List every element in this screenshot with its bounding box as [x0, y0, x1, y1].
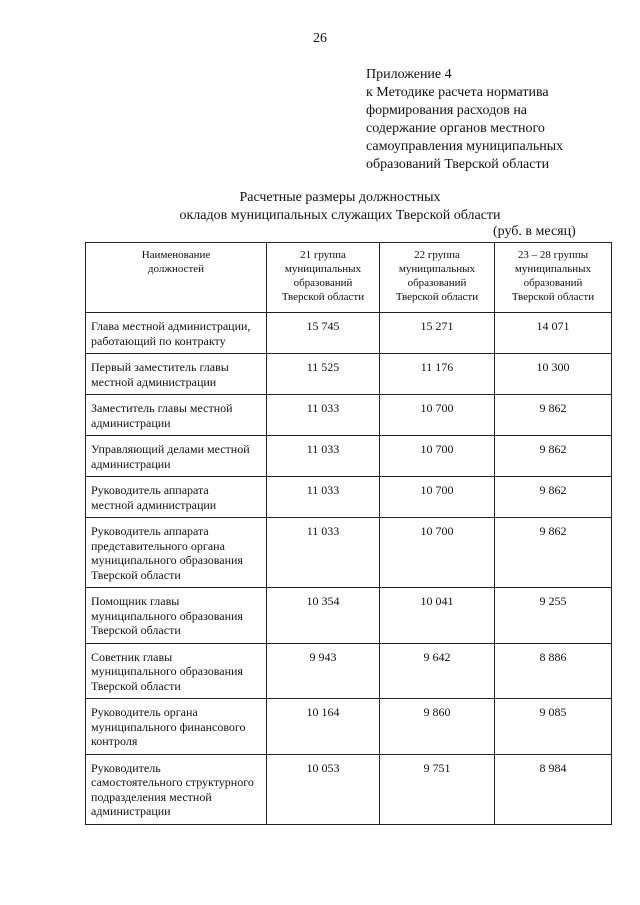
position-name-cell	[86, 754, 267, 824]
salary-cell-group-1: 15 745	[267, 313, 380, 354]
salary-cell-group-2: 11 176	[380, 354, 495, 395]
position-name-line: самостоятельного структурного	[91, 775, 254, 789]
header-group-1	[267, 243, 380, 313]
position-name-cell	[86, 313, 267, 354]
position-name-line: Помощник главы	[91, 594, 180, 608]
appendix-line: самоуправления муниципальных	[366, 139, 564, 154]
position-name-line: Управляющий делами местной	[91, 442, 250, 456]
table-body	[86, 313, 612, 825]
header-line: муниципальных	[398, 263, 476, 275]
table-row	[86, 588, 612, 644]
salary-cell-group-1: 11 033	[267, 518, 380, 588]
header-group-2	[380, 243, 495, 313]
salary-cell-group-3: 9 862	[495, 436, 612, 477]
salary-cell-group-3: 9 862	[495, 477, 612, 518]
table-row	[86, 477, 612, 518]
salary-table	[85, 242, 612, 825]
salary-cell-group-1: 9 943	[267, 643, 380, 699]
position-name-line: Советник главы	[91, 649, 173, 664]
position-name-line: Руководитель органа	[91, 705, 198, 719]
header-line: муниципальных	[284, 263, 362, 275]
appendix-line: формирования расходов на	[366, 103, 528, 118]
title-line: окладов муниципальных служащих Тверской области	[179, 208, 501, 223]
position-name-cell	[86, 477, 267, 518]
position-name-line: местной администрации	[91, 497, 217, 512]
title-line: Расчетные размеры должностных	[239, 190, 441, 205]
appendix-line: к Методике расчета норматива	[366, 85, 549, 100]
salary-cell-group-3: 9 862	[495, 395, 612, 436]
position-name-cell	[86, 699, 267, 755]
header-line: образований	[407, 277, 467, 289]
salary-cell-group-2: 9 751	[380, 754, 495, 824]
position-name-line: Тверской области	[91, 623, 181, 637]
salary-cell-group-2: 15 271	[380, 313, 495, 354]
header-line: Тверской области	[395, 291, 479, 303]
position-name-line: контроля	[91, 734, 138, 748]
position-name-line: муниципального образования	[91, 664, 243, 678]
position-name-line: подразделения местной	[91, 789, 212, 804]
table-row	[86, 395, 612, 436]
header-line: 23 – 28 группы	[517, 249, 589, 261]
position-name-line: Заместитель главы местной	[91, 401, 233, 415]
table-row	[86, 754, 612, 824]
salary-cell-group-3: 14 071	[495, 313, 612, 354]
salary-cell-group-3: 8 886	[495, 643, 612, 699]
salary-cell-group-1: 11 033	[267, 436, 380, 477]
header-line: 21 группа	[300, 249, 346, 261]
appendix-line: Приложение 4	[366, 67, 452, 82]
header-line: образований	[293, 277, 353, 289]
salary-cell-group-1: 11 033	[267, 477, 380, 518]
position-name-line: Тверской области	[91, 678, 181, 693]
position-name-line: Руководитель аппарата	[91, 483, 209, 497]
position-name-line: муниципального финансового	[91, 719, 246, 734]
salary-cell-group-2: 9 860	[380, 699, 495, 755]
position-name-line: представительного органа	[91, 538, 225, 553]
salary-cell-group-3: 9 255	[495, 588, 612, 644]
document-title	[0, 189, 640, 225]
salary-cell-group-2: 10 700	[380, 395, 495, 436]
header-line: Тверской области	[511, 291, 595, 303]
position-name-line: местной администрации	[91, 374, 217, 389]
header-group-3	[495, 243, 612, 313]
header-line: образований	[523, 277, 583, 289]
salary-cell-group-1: 11 033	[267, 395, 380, 436]
table-row	[86, 518, 612, 588]
salary-cell-group-3: 10 300	[495, 354, 612, 395]
position-name-line: администрации	[91, 415, 171, 430]
table-header-row	[86, 243, 612, 313]
appendix-line: образований Тверской области	[366, 157, 550, 172]
salary-cell-group-2: 10 700	[380, 436, 495, 477]
position-name-line: Руководитель аппарата	[91, 524, 209, 538]
salary-cell-group-2: 9 642	[380, 643, 495, 699]
position-name-line: муниципального образования	[91, 553, 243, 567]
appendix-note	[366, 66, 563, 174]
salary-cell-group-2: 10 700	[380, 477, 495, 518]
table-row	[86, 643, 612, 699]
salary-cell-group-3: 9 862	[495, 518, 612, 588]
header-line: Тверской области	[281, 291, 365, 303]
header-line: муниципальных	[514, 263, 592, 275]
header-line: должностей	[147, 263, 205, 275]
table-row	[86, 436, 612, 477]
table-row	[86, 354, 612, 395]
salary-cell-group-3: 9 085	[495, 699, 612, 755]
salary-cell-group-2: 10 700	[380, 518, 495, 588]
header-line: 22 группа	[414, 249, 460, 261]
header-line: Наименование	[141, 249, 211, 261]
position-name-line: работающий по контракту	[91, 333, 226, 348]
salary-cell-group-1: 10 053	[267, 754, 380, 824]
position-name-line: Глава местной администрации,	[91, 319, 251, 333]
appendix-line: содержание органов местного	[366, 121, 545, 136]
position-name-line: муниципального образования	[91, 608, 243, 623]
unit-label: (руб. в месяц)	[493, 224, 576, 239]
table-row	[86, 313, 612, 354]
salary-cell-group-2: 10 041	[380, 588, 495, 644]
position-name-line: Руководитель	[91, 760, 161, 775]
salary-cell-group-1: 10 164	[267, 699, 380, 755]
position-name-line: администрации	[91, 456, 171, 471]
position-name-line: Тверской области	[91, 567, 181, 582]
position-name-cell	[86, 518, 267, 588]
salary-cell-group-1: 11 525	[267, 354, 380, 395]
salary-cell-group-3: 8 984	[495, 754, 612, 824]
table-row	[86, 699, 612, 755]
page-number: 26	[313, 31, 327, 46]
position-name-cell	[86, 395, 267, 436]
header-position-name	[86, 243, 267, 313]
position-name-cell	[86, 354, 267, 395]
position-name-line: администрации	[91, 804, 171, 818]
position-name-cell	[86, 588, 267, 644]
position-name-cell	[86, 436, 267, 477]
position-name-line: Первый заместитель главы	[91, 360, 229, 374]
position-name-cell	[86, 643, 267, 699]
salary-cell-group-1: 10 354	[267, 588, 380, 644]
